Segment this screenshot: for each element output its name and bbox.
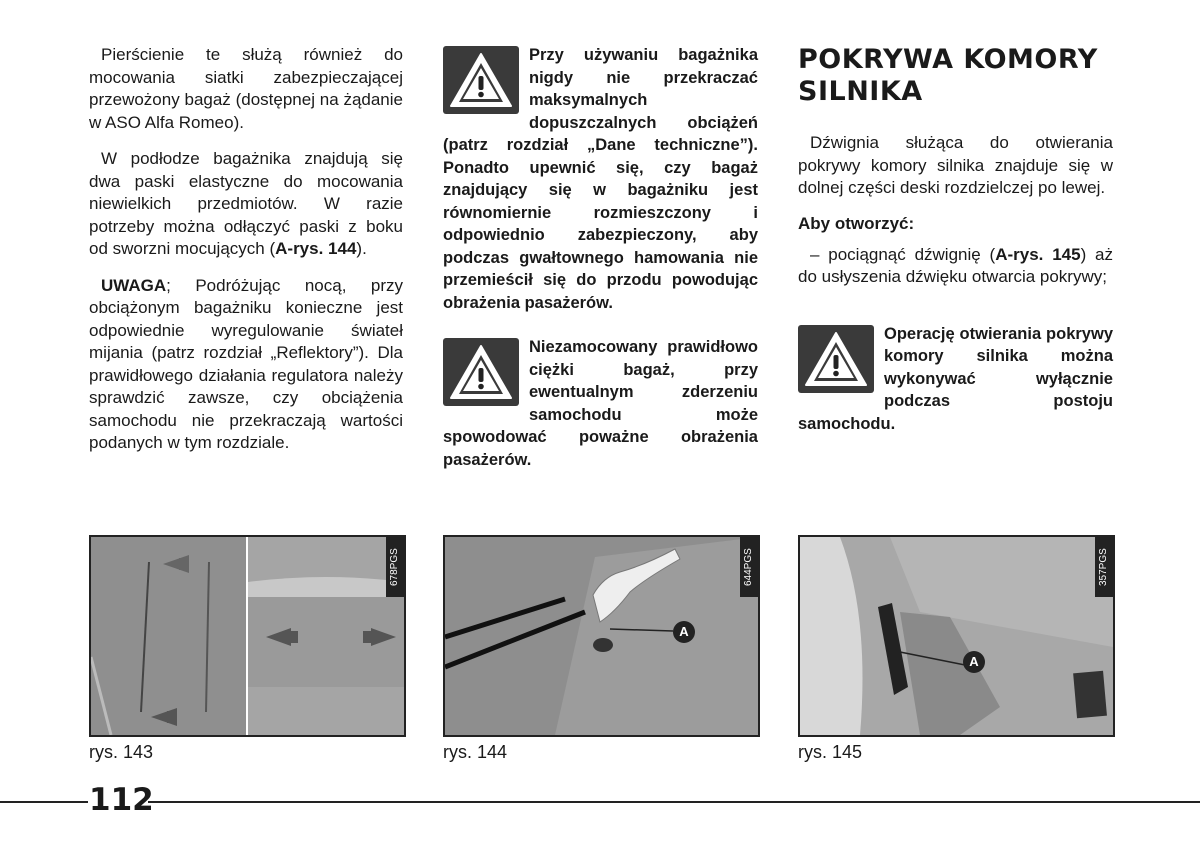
paragraph-note <box>89 275 403 455</box>
column-middle <box>443 44 758 471</box>
trunk-straps-illustration <box>445 537 758 735</box>
warning-icon <box>443 338 519 406</box>
step-text: – pociągnąć dźwignię ( <box>810 244 996 264</box>
subheading-open: Aby otworzyć: <box>798 213 915 233</box>
note-label: UWAGA <box>101 275 167 295</box>
callout-marker-a: A <box>673 621 695 643</box>
footer-rule-right <box>148 801 1200 803</box>
column-right <box>798 44 1113 435</box>
figure-code: 357PGS <box>1095 537 1113 597</box>
note-text: ; Podróżując nocą, przy obciążonym bagażniku konieczne jest odpowiednie wyregulowanie świateł mijania (patrz rozdział „Reflektory”). Dla prawidłowego działania regulatora należy sprawdzić zawsze, czy obciążenia samochodu nie przekraczają wartości podanych w tym rozdziale. <box>89 275 403 452</box>
column-left <box>89 44 403 469</box>
figure-reference: A-rys. 144 <box>275 239 357 258</box>
step-text-end: ) aż do usłyszenia dźwięku otwarcia pokrywy; <box>798 244 1113 286</box>
trunk-photo-illustration <box>91 537 404 735</box>
section-title: POKRYWA KOMORY SILNIKA <box>798 44 1098 107</box>
straps-text: W podłodze bagażnika znajdują się dwa paski elastyczne do mocowania niewielkich przedmiotów. W razie potrzeby można odłączyć paski z boku od sworzni mocujących ( <box>89 149 403 258</box>
warning-heavy-luggage-text: Niezamocowany prawidłowo ciężki bagaż, przy ewentualnym zderzeniu samochodu może spowodować poważne obrażenia pasażerów. <box>443 338 758 469</box>
paragraph-straps <box>89 148 403 261</box>
footer-rule-left <box>0 801 88 803</box>
figure-143-caption: rys. 143 <box>89 742 154 762</box>
callout-marker-a: A <box>963 651 985 673</box>
figure-144-caption: rys. 144 <box>443 742 508 762</box>
figure-145-caption: rys. 145 <box>798 742 863 762</box>
paragraph-rings: Pierścienie te służą również do mocowania siatki zabezpieczającej przewożony bagaż (dostępnej na żądanie w ASO Alfa Romeo). <box>89 45 403 132</box>
warning-bonnet <box>798 323 1113 436</box>
figure-145-photo <box>798 535 1115 737</box>
warning-load <box>443 44 758 314</box>
straps-text-end: ). <box>356 239 367 258</box>
figure-144-photo <box>443 535 760 737</box>
warning-icon <box>443 46 519 114</box>
figure-code: 644PGS <box>740 537 758 597</box>
bonnet-lever-illustration <box>800 537 1113 735</box>
warning-bonnet-text: Operację otwierania pokrywy komory silnika można wykonywać wyłącznie podczas postoju samochodu. <box>798 324 1113 433</box>
page-number: 112 <box>89 782 154 818</box>
figure-reference: A-rys. 145 <box>995 244 1081 264</box>
figure-143-photo <box>89 535 406 737</box>
warning-icon <box>798 325 874 393</box>
paragraph-lever: Dźwignia służąca do otwierania pokrywy komory silnika znajduje się w dolnej części deski rozdzielczej po lewej. <box>798 133 1113 197</box>
warning-load-text: Przy używaniu bagażnika nigdy nie przekraczać maksymalnych dopuszczalnych obciążeń (patrz rozdział „Dane techniczne”). Ponadto upewnić się, czy bagaż znajdujący się w bagażniku jest równomiernie rozmieszczony i odpowiednio zabezpieczony, aby podczas gwałtownego hamowania nie przemieścił się do przodu powodując obrażenia pasażerów. <box>443 46 758 312</box>
step-pull-lever <box>798 244 1113 289</box>
figure-code: 678PGS <box>386 537 404 597</box>
warning-heavy-luggage <box>443 336 758 471</box>
